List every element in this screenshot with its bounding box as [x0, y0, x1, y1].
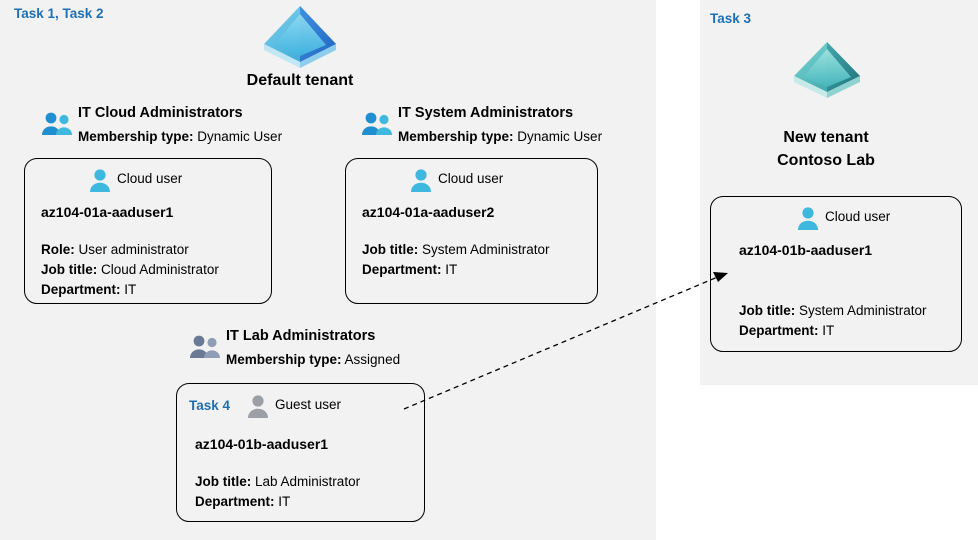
user-property-value: IT	[124, 282, 137, 297]
group-name: IT Cloud Administrators	[78, 105, 243, 121]
user-principal-name: az104-01a-aaduser1	[41, 204, 174, 220]
user-type-label: Cloud user	[825, 209, 891, 224]
task-label-4: Task 4	[189, 398, 231, 413]
user-type-label: Cloud user	[438, 171, 504, 186]
user-property-value: IT	[278, 494, 291, 509]
user-type-label: Cloud user	[117, 171, 183, 186]
new-tenant-title-line1: New tenant	[783, 129, 869, 146]
user-property-label: Department:	[195, 494, 275, 509]
group-membership-value: Assigned	[344, 352, 401, 367]
group-membership-label: Membership type:	[226, 352, 342, 367]
group-name: IT Lab Administrators	[226, 328, 376, 344]
user-property-label: Job title:	[195, 474, 252, 489]
task-label-1-2: Task 1, Task 2	[14, 6, 104, 21]
user-property-label: Job title:	[362, 242, 419, 257]
user-principal-name: az104-01a-aaduser2	[362, 204, 495, 220]
group-membership-value: Dynamic User	[197, 129, 283, 144]
user-property-value: IT	[445, 262, 458, 277]
group-membership-label: Membership type:	[78, 129, 194, 144]
group-membership-value: Dynamic User	[517, 129, 603, 144]
user-property-value: System Administrator	[422, 242, 550, 257]
task-label-3: Task 3	[710, 11, 752, 26]
user-property-label: Department:	[739, 323, 819, 338]
group-membership-label: Membership type:	[398, 129, 514, 144]
user-property-label: Job title:	[41, 262, 98, 277]
user-property-value: System Administrator	[799, 303, 927, 318]
user-principal-name: az104-01b-aaduser1	[739, 242, 873, 258]
user-property-value: IT	[822, 323, 835, 338]
new-tenant-title-line2: Contoso Lab	[777, 152, 875, 169]
user-property-label: Role:	[41, 242, 75, 257]
group-name: IT System Administrators	[398, 105, 574, 121]
user-property-label: Job title:	[739, 303, 796, 318]
user-principal-name: az104-01b-aaduser1	[195, 436, 329, 452]
user-property-value: User administrator	[78, 242, 189, 257]
user-type-label: Guest user	[275, 397, 342, 412]
user-property-value: Cloud Administrator	[101, 262, 219, 277]
default-tenant-title: Default tenant	[246, 72, 354, 89]
user-property-label: Department:	[41, 282, 121, 297]
user-property-label: Department:	[362, 262, 442, 277]
user-property-value: Lab Administrator	[255, 474, 361, 489]
